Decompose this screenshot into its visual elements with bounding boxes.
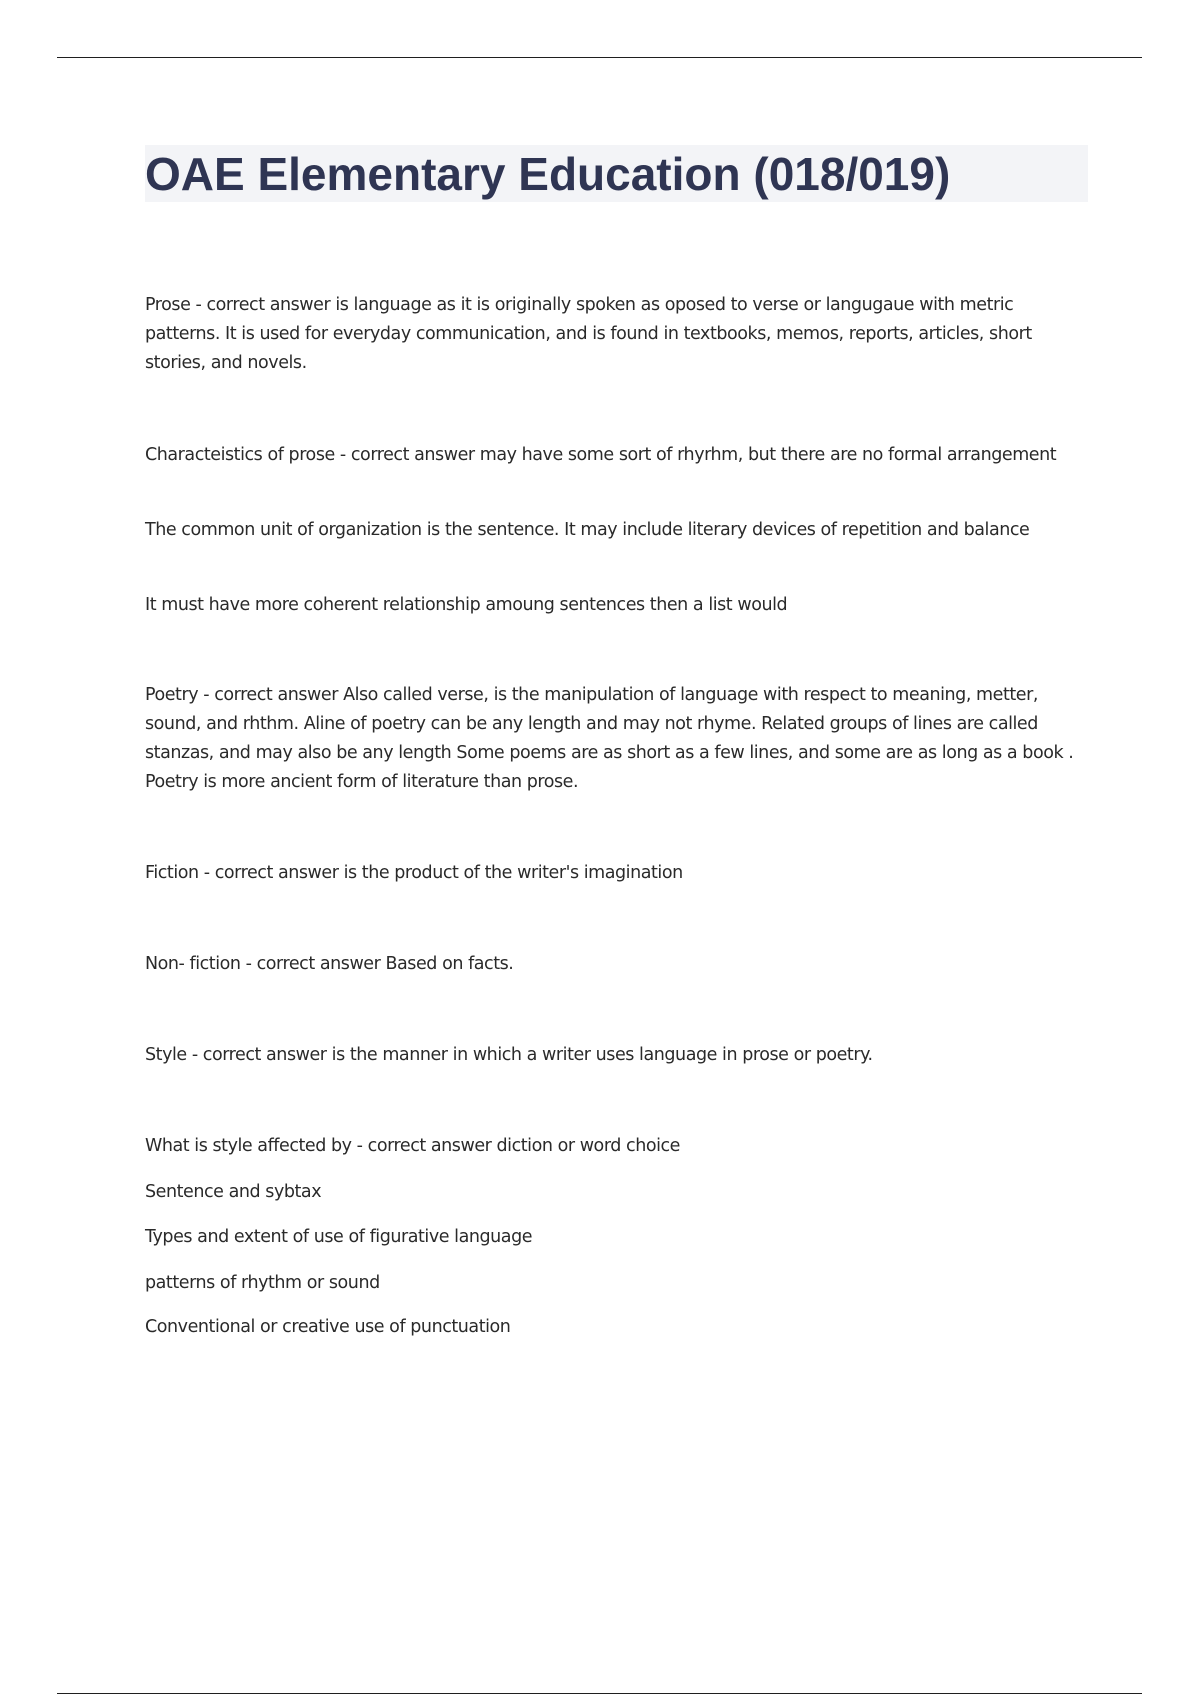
paragraph-non-fiction: Non- fiction - correct answer Based on facts. xyxy=(145,954,514,974)
list-item: Types and extent of use of figurative language xyxy=(145,1227,533,1247)
paragraph-unit-of-organization: The common unit of organization is the sentence. It may include literary devices of repetition and balance xyxy=(145,520,1030,540)
paragraph-prose: Prose - correct answer is language as it is originally spoken as oposed to verse or langugaue with metric patterns. It is used for everyday communication, and is found in textbooks, memos, reports, articles, short stories, and novels. xyxy=(145,295,1032,373)
paragraph-style: Style - correct answer is the manner in which a writer uses language in prose or poetry. xyxy=(145,1045,873,1065)
paragraph-poetry: Poetry - correct answer Also called verse, is the manipulation of language with respect to meaning, metter, sound, and rhthm. Aline of poetry can be any length and may not rhyme. Related groups of lines are called stanzas, and may also be any length Some poems are as short as a few lines, and some are as long as a book . Poetry is more ancient form of literature than prose. xyxy=(145,685,1074,792)
list-item: patterns of rhythm or sound xyxy=(145,1273,380,1293)
paragraph-coherent-relationship: It must have more coherent relationship amoung sentences then a list would xyxy=(145,595,788,615)
list-item: Sentence and sybtax xyxy=(145,1182,322,1202)
paragraph-style-affected-by: What is style affected by - correct answer diction or word choice xyxy=(145,1136,680,1156)
document-title: OAE Elementary Education (018/019) xyxy=(145,148,951,200)
top-rule xyxy=(57,57,1142,58)
list-item: Conventional or creative use of punctuation xyxy=(145,1317,511,1337)
paragraph-fiction: Fiction - correct answer is the product of the writer's imagination xyxy=(145,863,683,883)
bottom-rule xyxy=(57,1693,1142,1694)
paragraph-prose-characteristics: Characteistics of prose - correct answer may have some sort of rhyrhm, but there are no formal arrangement xyxy=(145,445,1057,465)
